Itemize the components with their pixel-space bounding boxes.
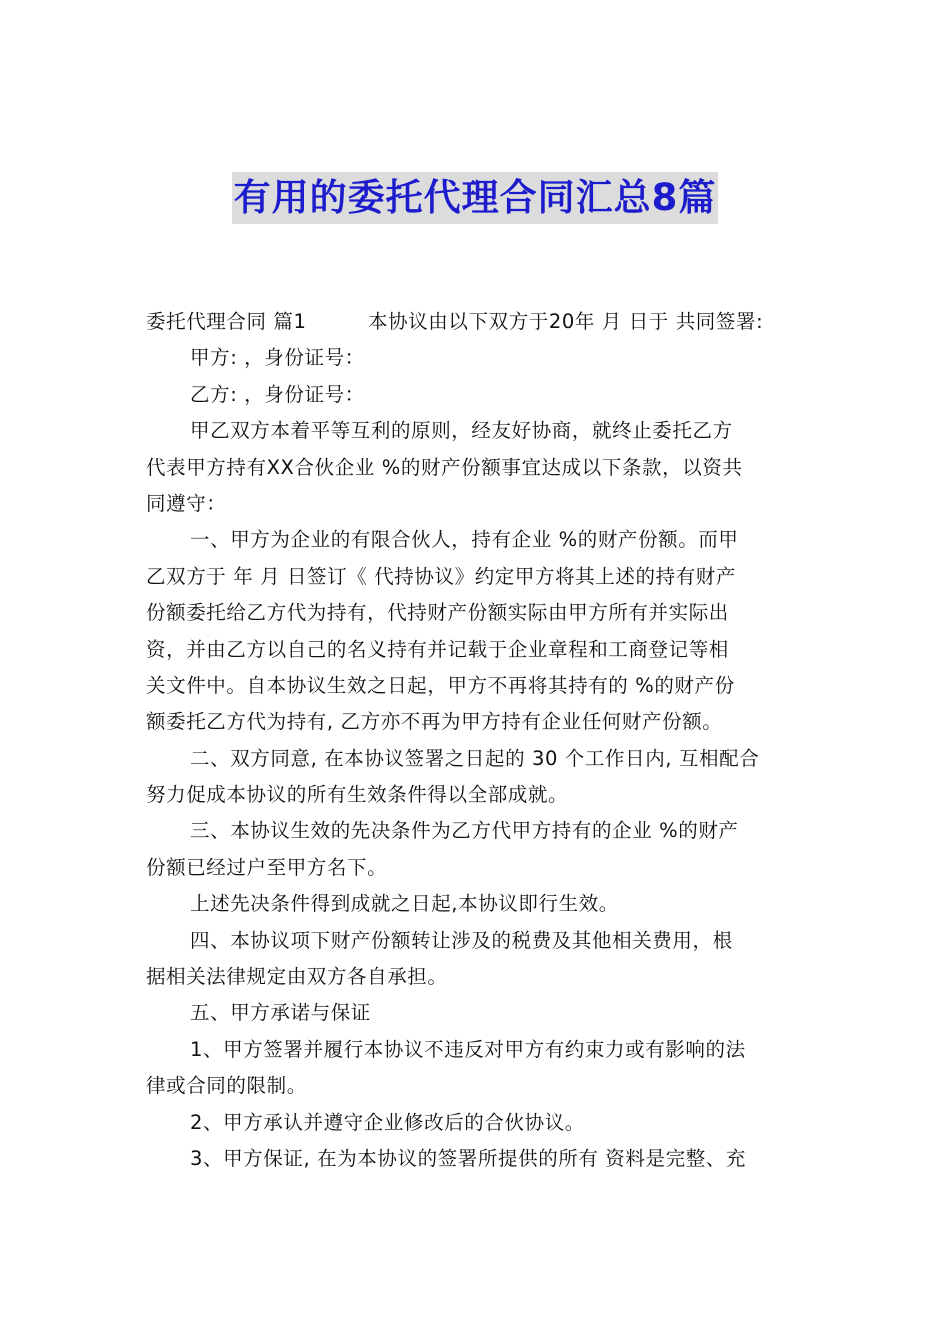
text-line: 2、甲方承认并遵守企业修改后的合伙协议。 (190, 1110, 585, 1134)
text-line: 律或合同的限制。 (146, 1074, 307, 1098)
title-container (0, 172, 950, 224)
text-line (146, 304, 808, 340)
text-line: 关文件中。自本协议生效之日起，甲方不再将其持有的 %的财产份 (146, 673, 735, 697)
text-line: 乙双方于 年 月 日签订《 代持协议》约定甲方将其上述的持有财产 (146, 564, 736, 588)
text-line: 上述先决条件得到成就之日起,本协议即行生效。 (190, 892, 619, 916)
text-line: 代表甲方持有XX合伙企业 %的财产份额事宜达成以下条款，以资共 (146, 455, 743, 479)
text-line: 据相关法律规定由双方各自承担。 (146, 965, 448, 989)
text-line: 四、本协议项下财产份额转让涉及的税费及其他相关费用，根 (190, 928, 733, 952)
text-line: 资，并由乙方以自己的名义持有并记载于企业章程和工商登记等相 (146, 637, 729, 661)
text-line: 二、双方同意, 在本协议签署之日起的 30 个工作日内, 互相配合 (190, 746, 760, 770)
text-line: 甲乙双方本着平等互利的原则，经友好协商，就终止委托乙方 (190, 419, 733, 443)
text-line: 努力促成本协议的所有生效条件得以全部成就。 (146, 783, 569, 807)
text-line: 三、本协议生效的先决条件为乙方代甲方持有的企业 %的财产 (190, 819, 739, 843)
text-line: 同遵守： (146, 491, 227, 515)
text-line: 甲方: ，身份证号： (190, 346, 365, 370)
line-text: 本协议由以下双方于20年 月 日于 共同签署: (368, 310, 764, 333)
text-line: 额委托乙方代为持有, 乙方亦不再为甲方持有企业任何财产份额。 (146, 710, 723, 734)
text-line: 份额已经过户至甲方名下。 (146, 855, 388, 879)
text-line: 1、甲方签署并履行本协议不违反对甲方有约束力或有影响的法 (190, 1037, 746, 1061)
text-line: 3、甲方保证, 在为本协议的签署所提供的所有 资料是完整、充 (190, 1146, 747, 1170)
text-line: 五、甲方承诺与保证 (190, 1001, 371, 1025)
section-heading: 委托代理合同 篇1 (146, 310, 307, 333)
text-line: 份额委托给乙方代为持有，代持财产份额实际由甲方所有并实际出 (146, 601, 729, 625)
document-body (146, 304, 808, 1177)
document-title: 有用的委托代理合同汇总8篇 (232, 172, 719, 224)
text-line: 乙方: ，身份证号： (190, 382, 365, 406)
text-line: 一、甲方为企业的有限合伙人，持有企业 %的财产份额。而甲 (190, 528, 739, 552)
